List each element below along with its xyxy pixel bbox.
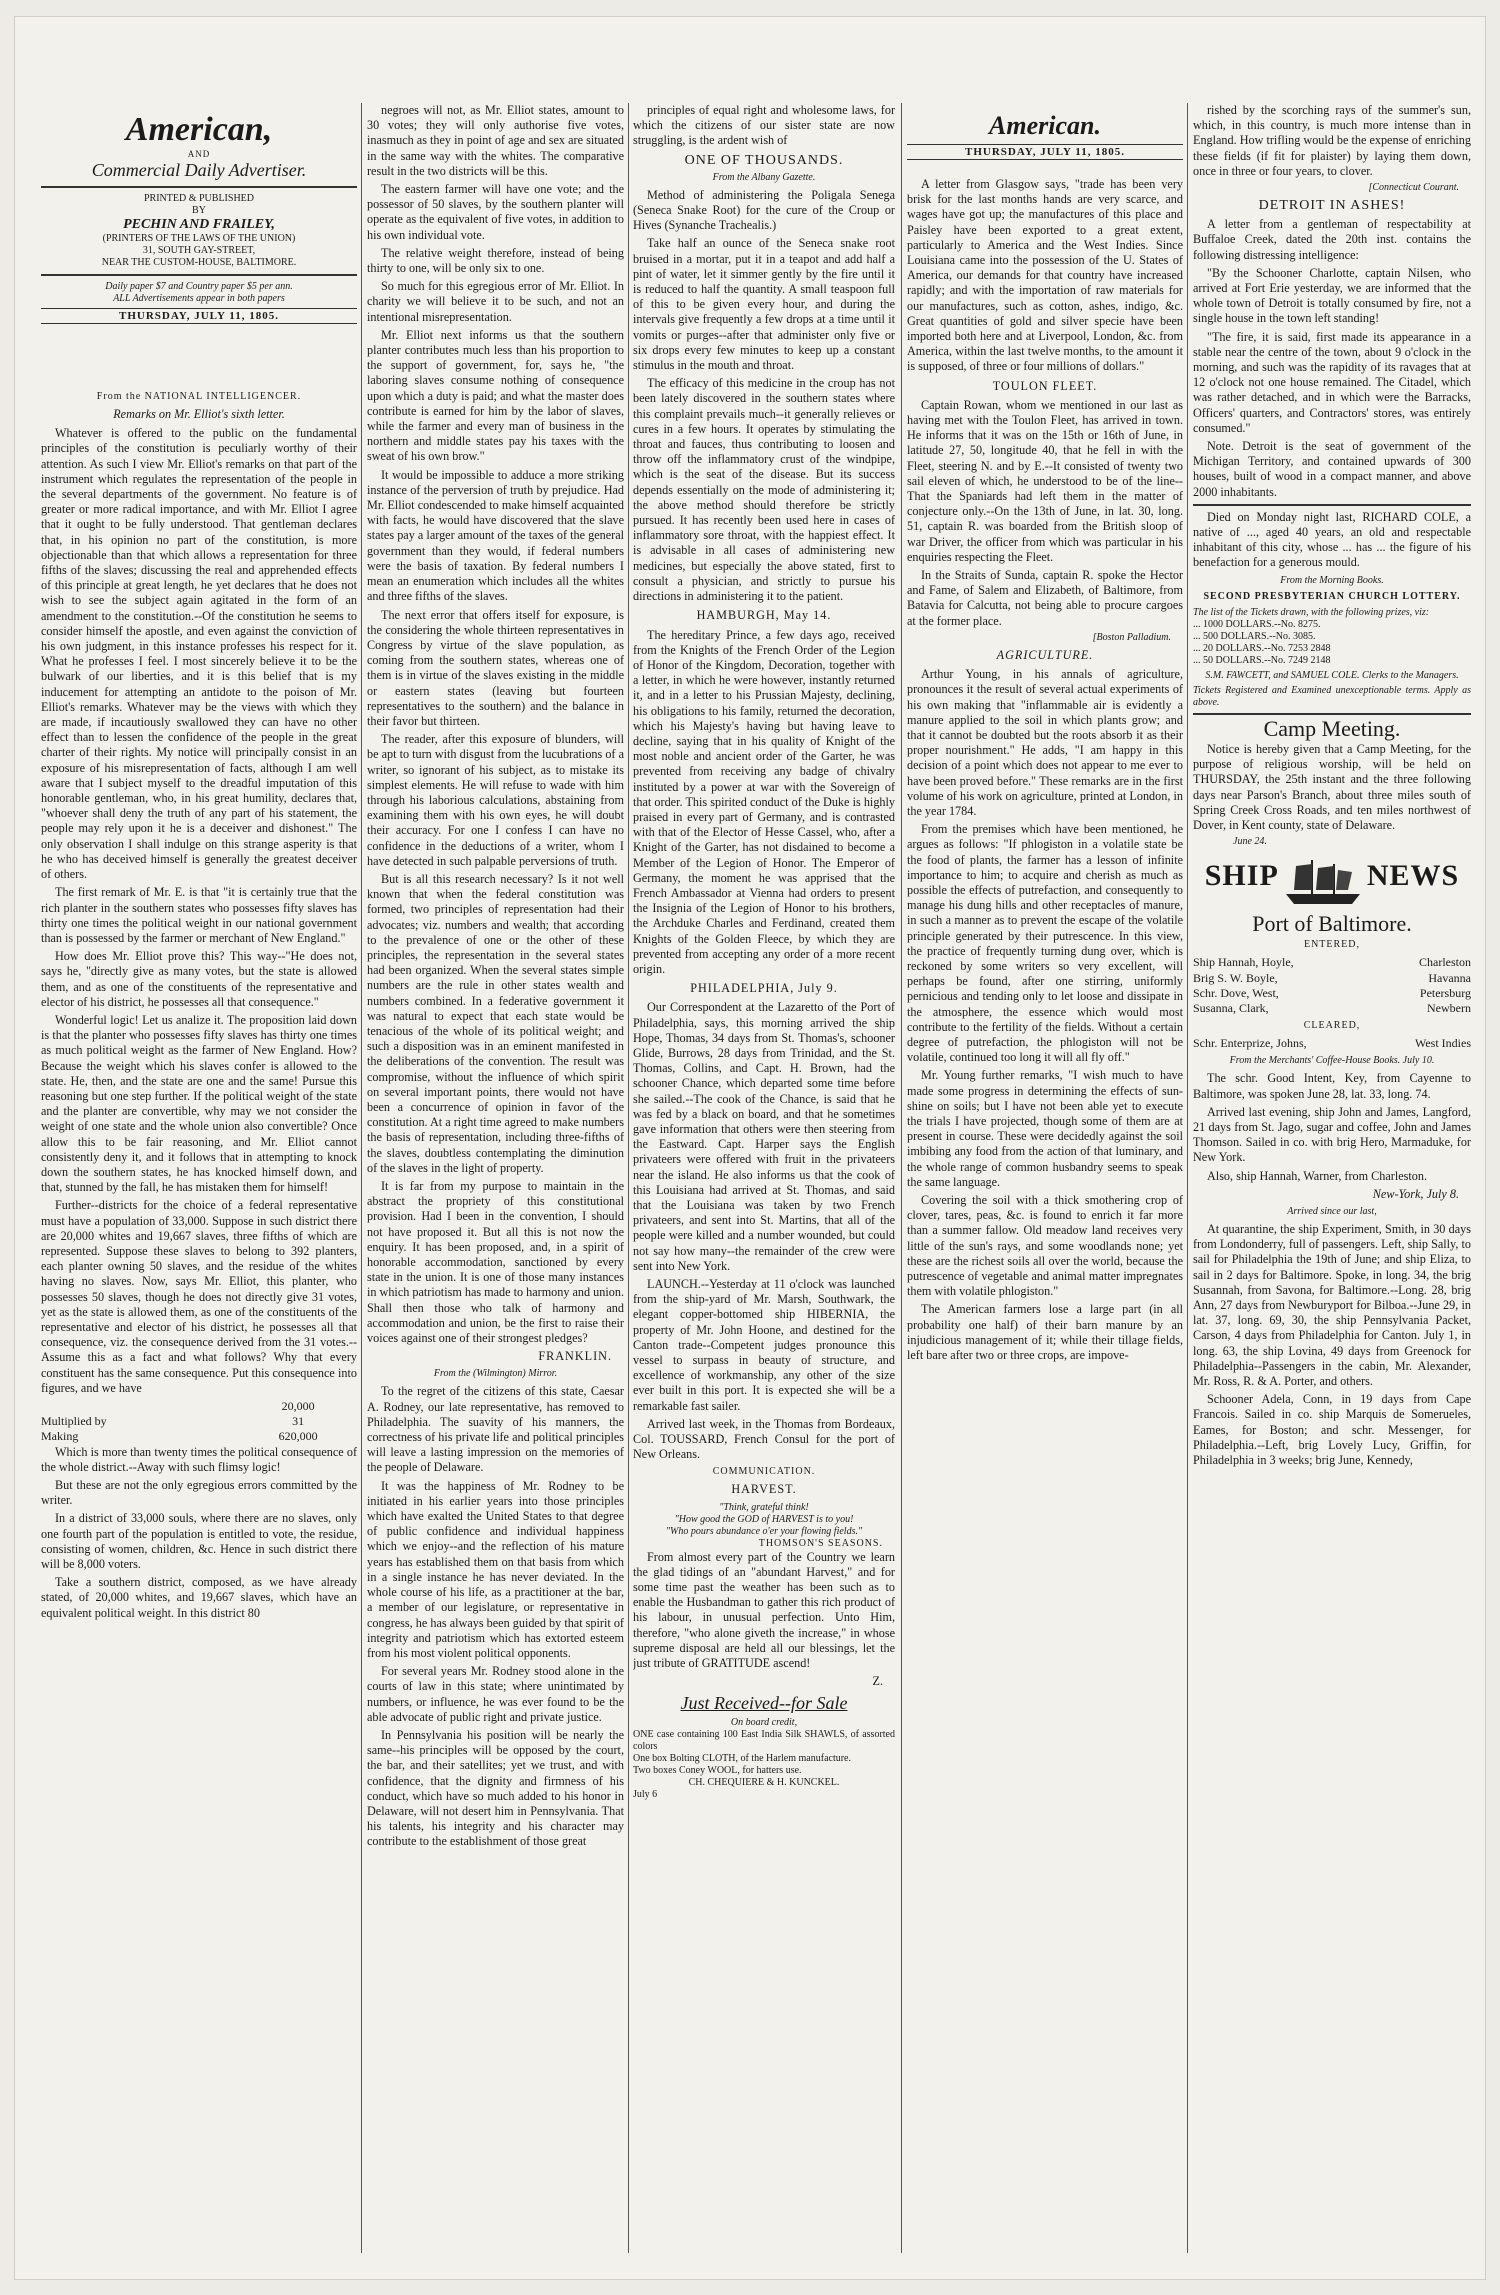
col2-paragraph: The next error that offers itself for exposure, is the considering the whole thirteen representatives in Congress by virtue of the slave population, as coming from the southern states, whereas one of them is in virtue of the slaves existing in the middle or eastern states (leaving but fourteen representatives to the southern) and the balance in their favor but thirteen.	[367, 607, 624, 728]
column-rule	[1187, 103, 1188, 2253]
printed-by: PRINTED & PUBLISHED	[143, 193, 254, 204]
arrival-paragraph: The schr. Good Intent, Key, from Cayenne to Baltimore, was spoken June 28, lat. 33, long. 74.	[1193, 1071, 1471, 1101]
dateline-philadelphia: PHILADELPHIA, July 9.	[690, 981, 838, 996]
divider	[1193, 504, 1471, 506]
lottery-line: ... 20 DOLLARS.--No. 7253 2848	[1193, 642, 1331, 654]
ship-origin: Petersburg	[1419, 985, 1471, 1000]
sale-item: July 6	[633, 1788, 658, 1800]
sale-item: On board credit,	[730, 1716, 798, 1728]
col4-paragraph: A letter from Glasgow says, "trade has been very brisk for the last months hands are very scarce, and wages have got up; the manufactures of this place and Paisley have been exported to a great extent, particularly to America and the West Indies. Since Louisiana came into the possession of the U. States of America, our demands for that country have increased rapidly; and with the importation of raw materials for our manufactures, such as cotton, ashes, indigo, &c. Great quantities of gold and silver specie have been imported both here and at Liverpool, London, &c. from America, within the last twelve months, to the amount it is supposed, of three or four millions of dollars."	[907, 177, 1183, 374]
rates: Daily paper $7 and Country paper $5 per ann.	[105, 281, 293, 292]
ship-name: Brig S. W. Boyle,	[1193, 970, 1278, 985]
by-label: BY	[192, 205, 206, 216]
table-row	[1193, 955, 1471, 970]
col2-paragraph: The relative weight therefore, instead of being thirty to one, will be only six to one.	[367, 245, 624, 276]
philadelphia-paragraph: LAUNCH.--Yesterday at 11 o'clock was launched from the ship-yard of Mr. Marsh, Southwark, the elegant copper-bottomed ship HIBERNIA, the property of Mr. John Hoone, and destined for the Canton trade--Competent judges pronounce this vessel to surpass in beauty of structure, and excellence of workmanship, any other of the size ever built in this port. It is expected she will be a remarkable fast sailer.	[633, 1277, 895, 1413]
col2-paragraph: It would be impossible to adduce a more striking instance of the perversion of truth by prejudice. Had Mr. Elliot condescended to make himself acquainted with facts, he would have discovered that the slave states pay a larger amount of the taxes of the general government than they would, if federal numbers were the basis of taxation. By federal numbers I mean an enumeration which includes all the whites and three fifths of the slaves.	[367, 467, 624, 604]
lottery-line: The list of the Tickets drawn, with the following prizes, viz:	[1193, 606, 1430, 618]
ship-origin: Newbern	[1427, 1000, 1471, 1015]
col2-source: From the (Wilmington) Mirror.	[433, 1368, 558, 1380]
masthead-divider-2	[41, 274, 357, 276]
agri-paragraph: Covering the soil with a thick smothering crop of clover, tares, peas, &c. is found to enrich it far more than a summer fallow. Old meadow land receives very little of the sun's rays, and some woodlands none; yet these are the richest soils all over the world, because the putrescence of vegetable and animal matter impregnates them with volatile phlogiston."	[907, 1193, 1183, 1299]
column-rule	[361, 103, 362, 2253]
dateline-hamburgh: HAMBURGH, May 14.	[696, 608, 832, 623]
col1-paragraph: But these are not the only egregious errors committed by the writer.	[41, 1478, 357, 1508]
lottery-title: SECOND PRESBYTERIAN CHURCH LOTTERY.	[1203, 590, 1461, 602]
column-rule	[901, 103, 902, 2253]
col4-masthead	[907, 111, 1183, 163]
col1-paragraph: Take a southern district, composed, as we have already stated, of 20,000 whites, and 19,667 slaves, which have an equivalent political weight. In this district 80	[41, 1575, 357, 1620]
agri-paragraph: From the premises which have been mentioned, he argues as follows: "If phlogiston in a volatile state be the food of plants, the farmer has a lesson of infinite importance to him; to acquire and cherish as much as possible the effects of putrefaction, and consequently to manage his dung hills and other receptacles of manure, in such a manner as to prevent the escape of the volatile principle generated by their putrescence. In this view, the practice of frequently turning dung over, which is reckoned by some writers so very excellent, will perhaps be found, after one stirring, uniformly pernicious and tending only to let loose and dissipate in the atmosphere, the essence which would most contribute to the fertility of the fields. Without a certain degree of putrefaction, the phlogiston will not be volatile, continued too long it will all fly off."	[907, 822, 1183, 1065]
col1-paragraph: The first remark of Mr. E. is that "it is certainly true that the rich planter in the southern states who possesses fifty slaves has thirty one times the political weight in our national government than is possessed by the farmer or merchant of New England."	[41, 885, 357, 945]
col2-paragraph: For several years Mr. Rodney stood alone in the courts of law in this state; where unintimated by numbers, or influence, he was ever found to be the able advocate of public right and private justice.	[367, 1664, 624, 1724]
col3-paragraph: principles of equal right and wholesome laws, for which the citizens of our sister state are now struggling, is the ardent wish of	[633, 103, 895, 148]
detroit-paragraph: Note. Detroit is the seat of government of the Michigan Territory, and contained upwards of 300 houses, built of wood in a compact manner, and above 2000 inhabitants.	[1193, 439, 1471, 499]
cleared-label: CLEARED,	[1303, 1020, 1361, 1032]
port-title: Port of Baltimore.	[1252, 911, 1412, 937]
column-1	[41, 387, 357, 2247]
col1-paragraph: Wonderful logic! Let us analize it. The proposition laid down is that the planter who possesses fifty slaves has thirty one times as much political weight as the farmer of New England. How? Because the weight which his slaves confer is allowed to the state. He, then, and the state are one and the same! Pursue this reasoning but one step further. If the political weight of the state and the planter are convertible, why may we not consider the weight of one state and the whole union also convertible? Once allow this to be fair reasoning, and Mr. Elliot cannot consistently deny it, and it follows that in attempting to knock down the southern states, he has knocked himself down, and that, stunned by the fall, he has mistaken them for himself!	[41, 1012, 357, 1195]
sale-item: ONE case containing 100 East India Silk SHAWLS, of assorted colors	[633, 1728, 895, 1752]
ship-origin: Havanna	[1428, 970, 1471, 985]
calc-n1: 20,000	[281, 1399, 315, 1413]
poem-line: "Think, grateful think!	[719, 1501, 809, 1513]
divider	[1193, 713, 1471, 715]
ads-note: ALL Advertisements appear in both papers	[113, 293, 285, 304]
calc-mult-label: Multiplied by	[41, 1414, 107, 1429]
col2-paragraph: The reader, after this exposure of blunders, will be apt to turn with disgust from the lucubrations of a writer, so ignorant of his subject, as to mistake its simplest elements. He will refuse to wade with him through his laborious calculations, abstaining from examining them with his own eyes, he will doubt their accuracy. For one I confess I can have no confidence in the deductions of a writer, whom I have detected in such palpable perversions of truth.	[367, 732, 624, 868]
sale-item: Two boxes Coney WOOL, for hatters use.	[633, 1764, 802, 1776]
col3-signature: ONE OF THOUSANDS.	[684, 152, 844, 168]
col1-paragraph: Whatever is offered to the public on the fundamental principles of the constitution is peculiarly worthy of their attention. As such I view Mr. Elliot's remarks on that part of the instrument which regulates the representation of the people in the several departments of the government. No feature is of greater or more radical importance, and with Mr. Elliot I agree that it ought to be fully understood. That gentleman declares that, in his opinion no part of the constitution, is more objectionable than that which allows a representation for three fifths of the slaves; discussing the real and apprehended effects of this principle at great length, he yet declares that he does not wish to see the subject again agitated in the form of an amendment to the constitution.--Of the constitution he seems to consider himself the apostle, and even against the conviction of his own judgment, in this instance professes his respect for it. What he professes I feel. I most sincerely believe it to be the bulwark of our liberties, and it is this belief that is my inducement for attempting an antidote to the poison of Mr. Elliot's remarks. Whatever may be the views with which they are made, if incautiously swallowed they can have no other effect than to lessen the confidence of the people in the great charter of their rights. My notice will principally consist in an exposure of his misrepresentation of facts, although I am well aware that I subject myself to the dreadful imputation of this honorable gentleman, who, in his great humility, declares that, "whoever shall deny the truth of any part of his statement, the people may rely upon it he is a deceiver and dishonest." The only observation I shall indulge on this strange asperity is that he who has deceived himself is generally the greatest deceiver of others.	[41, 426, 357, 882]
philadelphia-paragraph: Arrived last week, in the Thomas from Bordeaux, Col. TOUSSARD, French Consul for the port of New Orleans.	[633, 1416, 895, 1462]
ny-paragraph: At quarantine, the ship Experiment, Smith, in 30 days from Londonderry, full of passengers. Left, ship Sally, to sail for Philadelphia the 19th of June; and ship Eliza, to sail in 2 days for Baltimore. Spoke, in long. 34, the brig Susannah, from Savona, for Baltimore.--Long. 28, brig Ann, 27 days from Newburyport for Bilboa.--June 29, in lat. 37, long. 69, 30, the ship Pennsylvania Packet, Carson, 4 days from Philadelphia for Canton. July 1, in long. 63, the ship Lovina, 49 days from Greenock for Philadelphia--Passengers in the cabin, Mr. Alexander, Mr. Ross, R. & A. Porter, and others.	[1193, 1221, 1471, 1388]
column-5	[1193, 103, 1471, 2243]
cleared-table	[1193, 1036, 1471, 1051]
col1-paragraph: Which is more than twenty times the political consequence of the whole district.--Away with such flimsy logic!	[41, 1444, 357, 1474]
masthead-subtitle: Commercial Daily Advertiser.	[91, 160, 307, 180]
address: 31, SOUTH GAY-STREET,	[142, 245, 256, 256]
agri-paragraph: The American farmers lose a large part (in all probability one half) of their barn manure by an injudicious management of it; while their tillage fields, left bare after two or three crops, are impove-	[907, 1302, 1183, 1363]
ship-origin: Charleston	[1419, 955, 1471, 970]
detroit-paragraph: A letter from a gentleman of respectability at Buffaloe Creek, dated the 20th inst. contains the following distressing intelligence:	[1193, 217, 1471, 262]
masthead-divider	[41, 186, 357, 188]
poem-attribution: THOMSON'S SEASONS.	[758, 1537, 883, 1549]
publishers: PECHIN AND FRAILEY,	[123, 217, 275, 232]
col1-headline: Remarks on Mr. Elliot's sixth letter.	[113, 407, 285, 421]
agri-paragraph: Arthur Young, in his annals of agriculture, pronounces it the result of several actual experiments of his own making that "inflammable air is evidently a manure applied to the soil in which plants grow; and that it cannot be doubted but the roots absorb it as their proper nourishment." He adds, "I am happy in this decision of a point which does not appear to me ever to have been proved before." These remarks are in the first volume of his work on agriculture, printed at London, in the year 1784.	[907, 667, 1183, 818]
method-paragraph: Take half an ounce of the Seneca snake root bruised in a mortar, put it in a teapot and add half a pint of water, let it simmer gently by the fire until it is reduced to half the quantity. A small teaspoon full of this to be given every hour, and during the intervals give frequently a few drops at a time until it vomits or purges--after that administer only five or six drops every few minutes to keep up a constant stimulus in the mouth and throat.	[633, 236, 895, 373]
entered-label: ENTERED,	[1303, 939, 1361, 951]
column-2	[367, 103, 624, 2243]
column-3	[633, 103, 895, 2243]
detroit-paragraph: "The fire, it is said, first made its appearance in a stable near the centre of the town, about 9 o'clock in the morning, and such was the rapidity of its ravages that at 12 o'clock not one house remained. The Citadel, which was rather detached, and in which were the Barracks, Officers' quarters, and Contractors' stores, was entirely consumed."	[1193, 329, 1471, 435]
location: NEAR THE CUSTOM-HOUSE, BALTIMORE.	[101, 257, 297, 268]
col2-paragraph: In Pennsylvania his position will be nearly the same--his principles will be opposed by the court, the bar, and their satellites; yet we trust, and with confidence, that the dignity and firmness of his conduct, which have so much added to his honor in Delaware, will not desert him in Pennsylvania. That his talents, his integrity and his character may contribute to the establishment of those great	[367, 1727, 624, 1849]
ship-name: Schr. Dove, West,	[1193, 985, 1279, 1000]
hamburgh-paragraph: The hereditary Prince, a few days ago, received from the Knights of the French Order of the Legion of Honor of the Kingdom, Decoration, together with a letter, in which he were however, instantly returned it, and in a letter to his Prussian Majesty, declining, his obligations to his family, returned the decoration, which his Majesty's having but having leave to decline, saying that in his quality of Knight of the most noble and ancient order of the Garter, he was prevented from receiving any badge of chivalry instituted by a power at war with the Sovereign of that order. This spirited conduct of the Duke is highly praised in every part of Germany, and is contrasted with that of the Elector of Hesse Cassel, who, after a Knight of the Garter, has not disdained to become a Member of the Legion of Honor. The Emperor of Germany, the moment he was apprised that the French Ambassador at Vienna had orders to present the Insignia of the Legion of Honor to his brothers, the Archduke Charles and Ferdinand, created them Knights of the Golden Fleece, by which they are prevented from accepting any order of a more recent origin.	[633, 627, 895, 976]
ship-destination: West Indies	[1414, 1036, 1471, 1051]
agri-paragraph: Mr. Young further remarks, "I wish much to have made some progress in determining the effects of sun-shine on soils; but I have not been able yet to execute the trials I have projected, though some of them are at present in course. These were decidedly against the soil imbibing any food from the action of that luminary, and the whole range of common husbandry seems to speak the same language.	[907, 1068, 1183, 1189]
lottery-note: Tickets Registered and Examined unexceptionable terms. Apply as above.	[1193, 684, 1471, 708]
ship-news-banner	[1193, 856, 1471, 908]
col2-paragraph: negroes will not, as Mr. Elliot states, amount to 30 votes; they will only authorise five votes, inasmuch as they in point of age and sex are situated in the same way with the whites. The comparative result in the two districts will be this.	[367, 103, 624, 178]
harvest-paragraph: From almost every part of the Country we learn the glad tidings of an "abundant Harvest," and for some time past the weather has been such as to enable the Husbandman to gather this rich product of his labour, in unusual perfection. Unto Him, therefore, "who alone giveth the increase," in whose supreme disposal are held all our blessings, let the just tribute of GRATITUDE ascend!	[633, 1549, 895, 1671]
obituary: Died on Monday night last, RICHARD COLE, a native of ..., aged 40 years, an old and respectable inhabitant of this city, whose ... has ... the figure of his benefaction for a generous mould.	[1193, 509, 1471, 570]
poem-line: "How good the GOD of HARVEST is to you!	[674, 1513, 854, 1525]
sale-item: One box Bolting CLOTH, of the Harlem manufacture.	[633, 1752, 851, 1764]
column-rule	[628, 103, 629, 2253]
communication-label: COMMUNICATION.	[712, 1466, 816, 1478]
philadelphia-paragraph: Our Correspondent at the Lazaretto of the Port of Philadelphia, says, this morning arrived the ship Hope, Thomas, 34 days from St. Thomas's, schooner Glide, Burrows, 28 days from Trinidad, and the St. Thomas, Collins, and Capt. H. Brown, had the schooner Chance, which departed some time before she sailed.--The cook of the Chance, is said that he was fed by a black on board, and that he sometimes gave information that others were then steering from the Eastward. Capt. Harper says the English privateers were offered with fruit in the privateers near the island. He also informs us that the cook of this Louisiana had arrived at St. Thomas, and said that the Louisiana was taken by two French privateers, and sent into St. Martins, that all of the people were killed and a number wounded, but could not say how many--the remainder of the crew were sent into New York.	[633, 1000, 895, 1273]
obit-source: From the Morning Books.	[1280, 574, 1384, 586]
agriculture-title: AGRICULTURE.	[996, 647, 1094, 662]
col2-paragraph: To the regret of the citizens of this state, Caesar A. Rodney, our late representative, has removed to Philadelphia. The suavity of his manners, the correctness of his private life and political principles will leave a lasting impression on the memories of the people of Delaware.	[367, 1384, 624, 1475]
col1-paragraph: How does Mr. Elliot prove this? This way--"He does not, says he, "directly give as many votes, but the state is allowed them, and as one of the constituents of the representative and elector of his district, he possesses all that consequence."	[41, 949, 357, 1009]
col2-paragraph: But is all this research necessary? Is it not well known that when the federal constitution was formed, two principles of representation had their advocates; viz. numbers and wealth; that according to the prevalence of one or the other of these principles, the representation in the several states had been organized. When the several states simple numbers are the rule in other states wealth and numbers combined. In a federative government it was natural to expect that each state would be tenacious of the whole of its political weight; and such a disposition was in an eminent manifested in the deliberations of the convention. The result was compromise, without the influence of which spirit on several important points, there would not have been a concurrence of opinion in favor of the constitution. At a right time agreed to make numbers the basis of representation, including three-fifths of the slaves, doubtless contemplating the diminution of the slaves in the light of property.	[367, 871, 624, 1175]
table-row	[1193, 986, 1471, 1001]
masthead-title: American,	[125, 111, 273, 148]
col2-paragraph: It is far from my purpose to maintain in the abstract the propriety of this constitutional provision. Had I been in the convention, I should not have proposed it. But all this is not now the enquiry. It has been proposed, and, in a spirit of honorable accommodation, sanctioned by every state in the union. It is one of those many instances in which patriotism has made to harmony and union. Shall then those who talk of harmony and accommodation and union, be the first to raise their voices against one of their strongest pledges?	[367, 1179, 624, 1346]
lottery-line: ... 50 DOLLARS.--No. 7249 2148	[1193, 654, 1331, 666]
col1-paragraph: In a district of 33,000 souls, where there are no slaves, only one fourth part of the population is entitled to vote, the residue, consisting of women, children, &c. Hence in such district there will be 8,000 voters.	[41, 1511, 357, 1572]
table-row	[1193, 1036, 1471, 1051]
masthead	[41, 111, 357, 327]
masthead-and: AND	[187, 149, 211, 159]
ship-label: SHIP	[1204, 858, 1279, 892]
table-row	[1193, 971, 1471, 986]
lottery-line: ... 1000 DOLLARS.--No. 8275.	[1193, 618, 1321, 630]
entered-table	[1193, 955, 1471, 1016]
col4-date: THURSDAY, JULY 11, 1805.	[907, 144, 1183, 160]
column-4	[907, 177, 1183, 2247]
sale-item: CH. CHEQUIERE & H. KUNCKEL.	[688, 1776, 840, 1788]
ny-subhead: Arrived since our last,	[1287, 1205, 1377, 1217]
calculation-table	[41, 1399, 357, 1445]
col5-paragraph: rished by the scorching rays of the summer's sun, which, in this country, is much more intense than in England. How trifling would be the expense of enriching these fields (if fit for plaister) by laying them down, once in three or four years, to clover.	[1193, 103, 1471, 178]
news-label: NEWS	[1366, 858, 1460, 892]
camp-date: June 24.	[1233, 836, 1267, 848]
camp-meeting-text: Notice is hereby given that a Camp Meeting, for the purpose of religious worship, will be held on THURSDAY, the 25th instant and the three following days near Parson's Branch, about three miles south of Spring Creek Cross Roads, and ten miles northwest of Dover, in Kent county, state of Delaware.	[1193, 741, 1471, 832]
col2-signature: FRANKLIN.	[538, 1349, 612, 1364]
detroit-title: DETROIT IN ASHES!	[1258, 198, 1406, 214]
col2-paragraph: The eastern farmer will have one vote; and the possessor of 50 slaves, by the southern planter will operate as the equivalent of five votes, in addition to his own individual vote.	[367, 182, 624, 242]
col2-paragraph: Mr. Elliot next informs us that the southern planter contributes much less than his proportion to the support of government, for, says he, "the laboring slaves consume nothing of consequence upon which a duty is paid; and what the master does contribute is earned for him by the labor of slaves, while the farmer and every man of business in the northern and middle states pay his taxes with the sweat of his own brow."	[367, 327, 624, 464]
col2-paragraph: It was the happiness of Mr. Rodney to be initiated in his earlier years into those principles which have exalted the United States to that degree of public confidence and individual happiness which we enjoy--and the reflection of his mature years has established them on that basis from which in a single instance he has never deviated. In the whole course of his life, as a practitioner at the bar, a member of our legislature, or representative in congress, he has always been guided by that spirit of integrity and patriotism which has extorted esteem from his most violent political opponents.	[367, 1478, 624, 1660]
poem-line: "Who pours abundance o'er your flowing fields."	[665, 1525, 863, 1537]
calc-n2: 31	[292, 1414, 305, 1429]
calc-making-label: Making	[41, 1429, 79, 1444]
col1-source: From the NATIONAL INTELLIGENCER.	[96, 391, 302, 402]
arrival-paragraph: Also, ship Hannah, Warner, from Charleston.	[1207, 1168, 1428, 1183]
printers-note: (PRINTERS OF THE LAWS OF THE UNION)	[102, 233, 296, 244]
issue-date: THURSDAY, JULY 11, 1805.	[41, 308, 357, 324]
table-row	[1193, 1001, 1471, 1016]
method-paragraph: The efficacy of this medicine in the croup has not been lately discovered in the southern states where this complaint prevails much--it generally relieves or cures in a few hours. It operates by stimulating the throat and fauces, thus contributing to loosen and throw off the inflammatory crust of the windpipe, which is the seat of the disease. But its success depends essentially on the mode of administering it; the above method should therefore be strictly pursued. It has recently been used here in cases of inflammatory sore throat, with the happiest effect. It is advisable in all cases of administering new medicines, but especially the above stated, first to consult a physician, and strictly to pursue his directions in administering it to the patient.	[633, 376, 895, 604]
harvest-title: HARVEST.	[731, 1482, 797, 1497]
camp-meeting-title: Camp Meeting.	[1263, 715, 1401, 741]
col1-paragraph: Further--districts for the choice of a federal representative must have a population of 33,000. Suppose in such district there are 20,000 whites and 19,667 slaves, three fifths of which are represented. Suppose these slaves to belong to 392 planters, each planter owning 50 slaves, and the residue of the whites having no slaves. Now, says Mr. Elliot, this planter, who possesses 50 slaves, though he does not directly give 31 votes, yet as the state is allowed them, as one of the constituents of the representative and elector of his district, he possesses all that consequence, viz. the consequence derived from the 31 votes.--Assume this as a fact and what follows? Why that every constituent has the same consequence. Put this consequence into figures, and we have	[41, 1198, 357, 1395]
col4-title: American.	[989, 111, 1101, 140]
ny-dateline: New-York, July 8.	[1372, 1186, 1459, 1201]
col5-source: [Connecticut Courant.	[1368, 182, 1459, 194]
toulon-paragraph: Captain Rowan, whom we mentioned in our last as having met with the Toulon Fleet, has arrived in town. He informs that it was on the 15th or 16th of June, in latitude 27, 50, longitude 40, that he fell in with the Fleet, steering N. and by E.--It consisted of twenty two sail eleven of which, he understood to be of the line--That the Spaniards had left them in the matter of conjecture only.--On the 13th of June, in lat. 30, long. 51, captain R. was boarded from the British sloop of war Driver, the officer from which was particular in his enquiries respecting the Fleet.	[907, 397, 1183, 564]
method-paragraph: Method of administering the Poligala Senega (Seneca Snake Root) for the cure of the Croup or Hives (Synanche Trachealis.)	[633, 187, 895, 233]
toulon-title: TOULON FLEET.	[992, 378, 1098, 393]
ship-name: Schr. Enterprize, Johns,	[1193, 1036, 1307, 1051]
col2-paragraph: So much for this egregious error of Mr. Elliot. In charity we will believe it to be such, and not an intentional misrepresentation.	[367, 279, 624, 324]
newspaper-page	[14, 16, 1486, 2280]
lottery-line: ... 500 DOLLARS.--No. 3085.	[1193, 630, 1316, 642]
sale-title: Just Received--for Sale	[680, 1692, 848, 1713]
ship-name: Susanna, Clark,	[1193, 1000, 1269, 1015]
detroit-paragraph: "By the Schooner Charlotte, captain Nilsen, who arrived at Fort Erie yesterday, we are informed that the whole town of Detroit is totally consumed by fire, not a single house in the town left standing!	[1193, 265, 1471, 326]
col3-source: From the Albany Gazette.	[712, 171, 816, 183]
ny-paragraph: Schooner Adela, Conn, in 19 days from Cape Francois. Sailed in co. ship Marquis de Somerueles, Eames, for Boston; and schr. Messenger, for Philadelphia.--Left, brig Lovely Lucy, Griffin, for Philadelphia in 3 weeks; brig June, Kennedy,	[1193, 1392, 1471, 1467]
exchange-source: From the Merchants' Coffee-House Books. July 10.	[1229, 1055, 1435, 1067]
toulon-paragraph: In the Straits of Sunda, captain R. spoke the Hector and Fame, of Salem and Elizabeth, of Baltimore, from Batavia for Calcutta, not being able to procure cargoes at the former place.	[907, 568, 1183, 628]
ship-name: Ship Hannah, Hoyle,	[1193, 955, 1294, 970]
calc-result: 620,000	[278, 1429, 318, 1444]
harvest-signature: Z.	[872, 1674, 883, 1689]
ship-icon	[1282, 856, 1364, 908]
lottery-clerks: S.M. FAWCETT, and SAMUEL COLE. Clerks to the Managers.	[1205, 669, 1459, 681]
toulon-source: [Boston Palladium.	[1092, 631, 1171, 643]
arrival-paragraph: Arrived last evening, ship John and James, Langford, 21 days from St. Jago, sugar and coffee, John and James Thomson. Sailed in co. with brig Hero, Marmaduke, for New York.	[1193, 1104, 1471, 1165]
